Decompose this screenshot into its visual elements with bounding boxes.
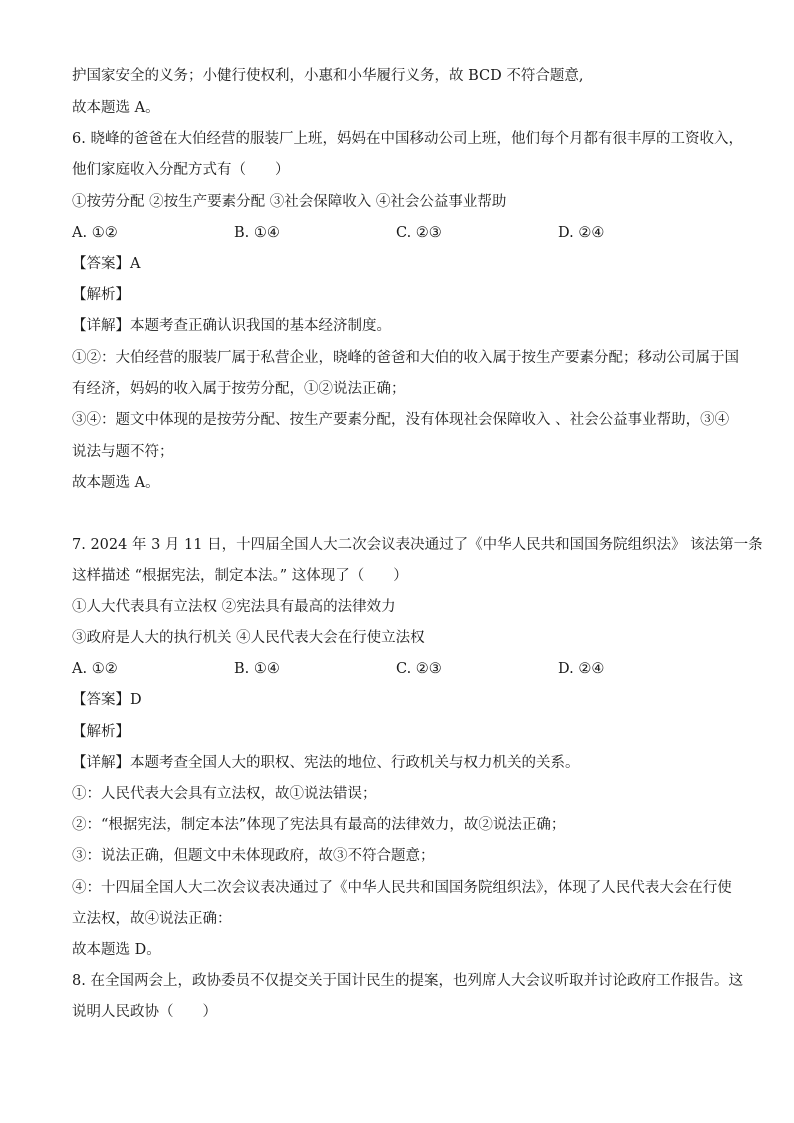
q7-option-b: B. ①④ bbox=[234, 661, 280, 677]
text-line: 故本题选 A。 bbox=[72, 100, 160, 116]
q7-option-d: D. ②④ bbox=[558, 661, 605, 677]
q6-detail-line: ③④：题文中体现的是按劳分配、按生产要素分配，没有体现社会保障收入 、社会公益事业帮助，③④ bbox=[72, 412, 730, 428]
q6-detail-line: 有经济，妈妈的收入属于按劳分配，①②说法正确； bbox=[72, 381, 406, 397]
q7-answer: 【答案】D bbox=[72, 692, 142, 708]
q7-detail: 【详解】本题考查全国人大的职权、宪法的地位、行政机关与权力机关的关系。 bbox=[72, 755, 580, 771]
q7-detail-line: ②：“根据宪法，制定本法”体现了宪法具有最高的法律效力，故②说法正确； bbox=[72, 817, 566, 833]
question-6-stem: 6. 晓峰的爸爸在大伯经营的服装厂上班，妈妈在中国移动公司上班，他们每个月都有很丰厚的工资收入， bbox=[72, 131, 743, 147]
question-8-stem: 8. 在全国两会上，政协委员不仅提交关于国计民生的提案，也列席人大会议听取并讨论政府工作报告。这 bbox=[72, 973, 743, 989]
question-7-statements: ③政府是人大的执行机关 ④人民代表大会在行使立法权 bbox=[72, 630, 425, 646]
q7-detail-line: ①：人民代表大会具有立法权，故①说法错误； bbox=[72, 786, 377, 802]
q7-conclusion: 故本题选 D。 bbox=[72, 942, 161, 958]
q7-option-a: A. ①② bbox=[72, 661, 118, 677]
q6-detail: 【详解】本题考查正确认识我国的基本经济制度。 bbox=[72, 318, 391, 334]
q7-detail-line: 立法权，故④说法正确： bbox=[72, 911, 232, 927]
question-6-stem-cont: 他们家庭收入分配方式有（ ） bbox=[72, 162, 290, 178]
question-8-stem-cont: 说明人民政协（ ） bbox=[72, 1004, 217, 1020]
text-line: 护国家安全的义务；小健行使权利，小惠和小华履行义务，故 BCD 不符合题意, bbox=[72, 68, 584, 84]
q7-analysis-heading: 【解析】 bbox=[72, 724, 130, 740]
question-7-statements: ①人大代表具有立法权 ②宪法具有最高的法律效力 bbox=[72, 599, 396, 615]
q6-option-c: C. ②③ bbox=[396, 225, 442, 241]
q6-detail-line: ①②：大伯经营的服装厂属于私营企业，晓峰的爸爸和大伯的收入属于按生产要素分配；移动公司属于国 bbox=[72, 350, 739, 366]
question-6-statements: ①按劳分配 ②按生产要素分配 ③社会保障收入 ④社会公益事业帮助 bbox=[72, 194, 507, 210]
q6-option-a: A. ①② bbox=[72, 225, 118, 241]
question-7-stem-cont: 这样描述 “根据宪法，制定本法。” 这体现了（ ） bbox=[72, 568, 408, 584]
q6-detail-line: 说法与题不符； bbox=[72, 444, 174, 460]
q6-option-d: D. ②④ bbox=[558, 225, 605, 241]
q6-answer: 【答案】A bbox=[72, 256, 141, 272]
q6-analysis-heading: 【解析】 bbox=[72, 287, 130, 303]
q7-detail-line: ③：说法正确，但题文中未体现政府，故③不符合题意； bbox=[72, 848, 435, 864]
question-7-stem: 7. 2024 年 3 月 11 日，十四届全国人大二次会议表决通过了《中华人民共和国国务院组织法》 该法第一条 bbox=[72, 537, 763, 553]
q7-detail-line: ④：十四届全国人大二次会议表决通过了《中华人民共和国国务院组织法》，体现了人民代表大会在行使 bbox=[72, 880, 732, 896]
q6-option-b: B. ①④ bbox=[234, 225, 280, 241]
q7-option-c: C. ②③ bbox=[396, 661, 442, 677]
q6-conclusion: 故本题选 A。 bbox=[72, 475, 160, 491]
